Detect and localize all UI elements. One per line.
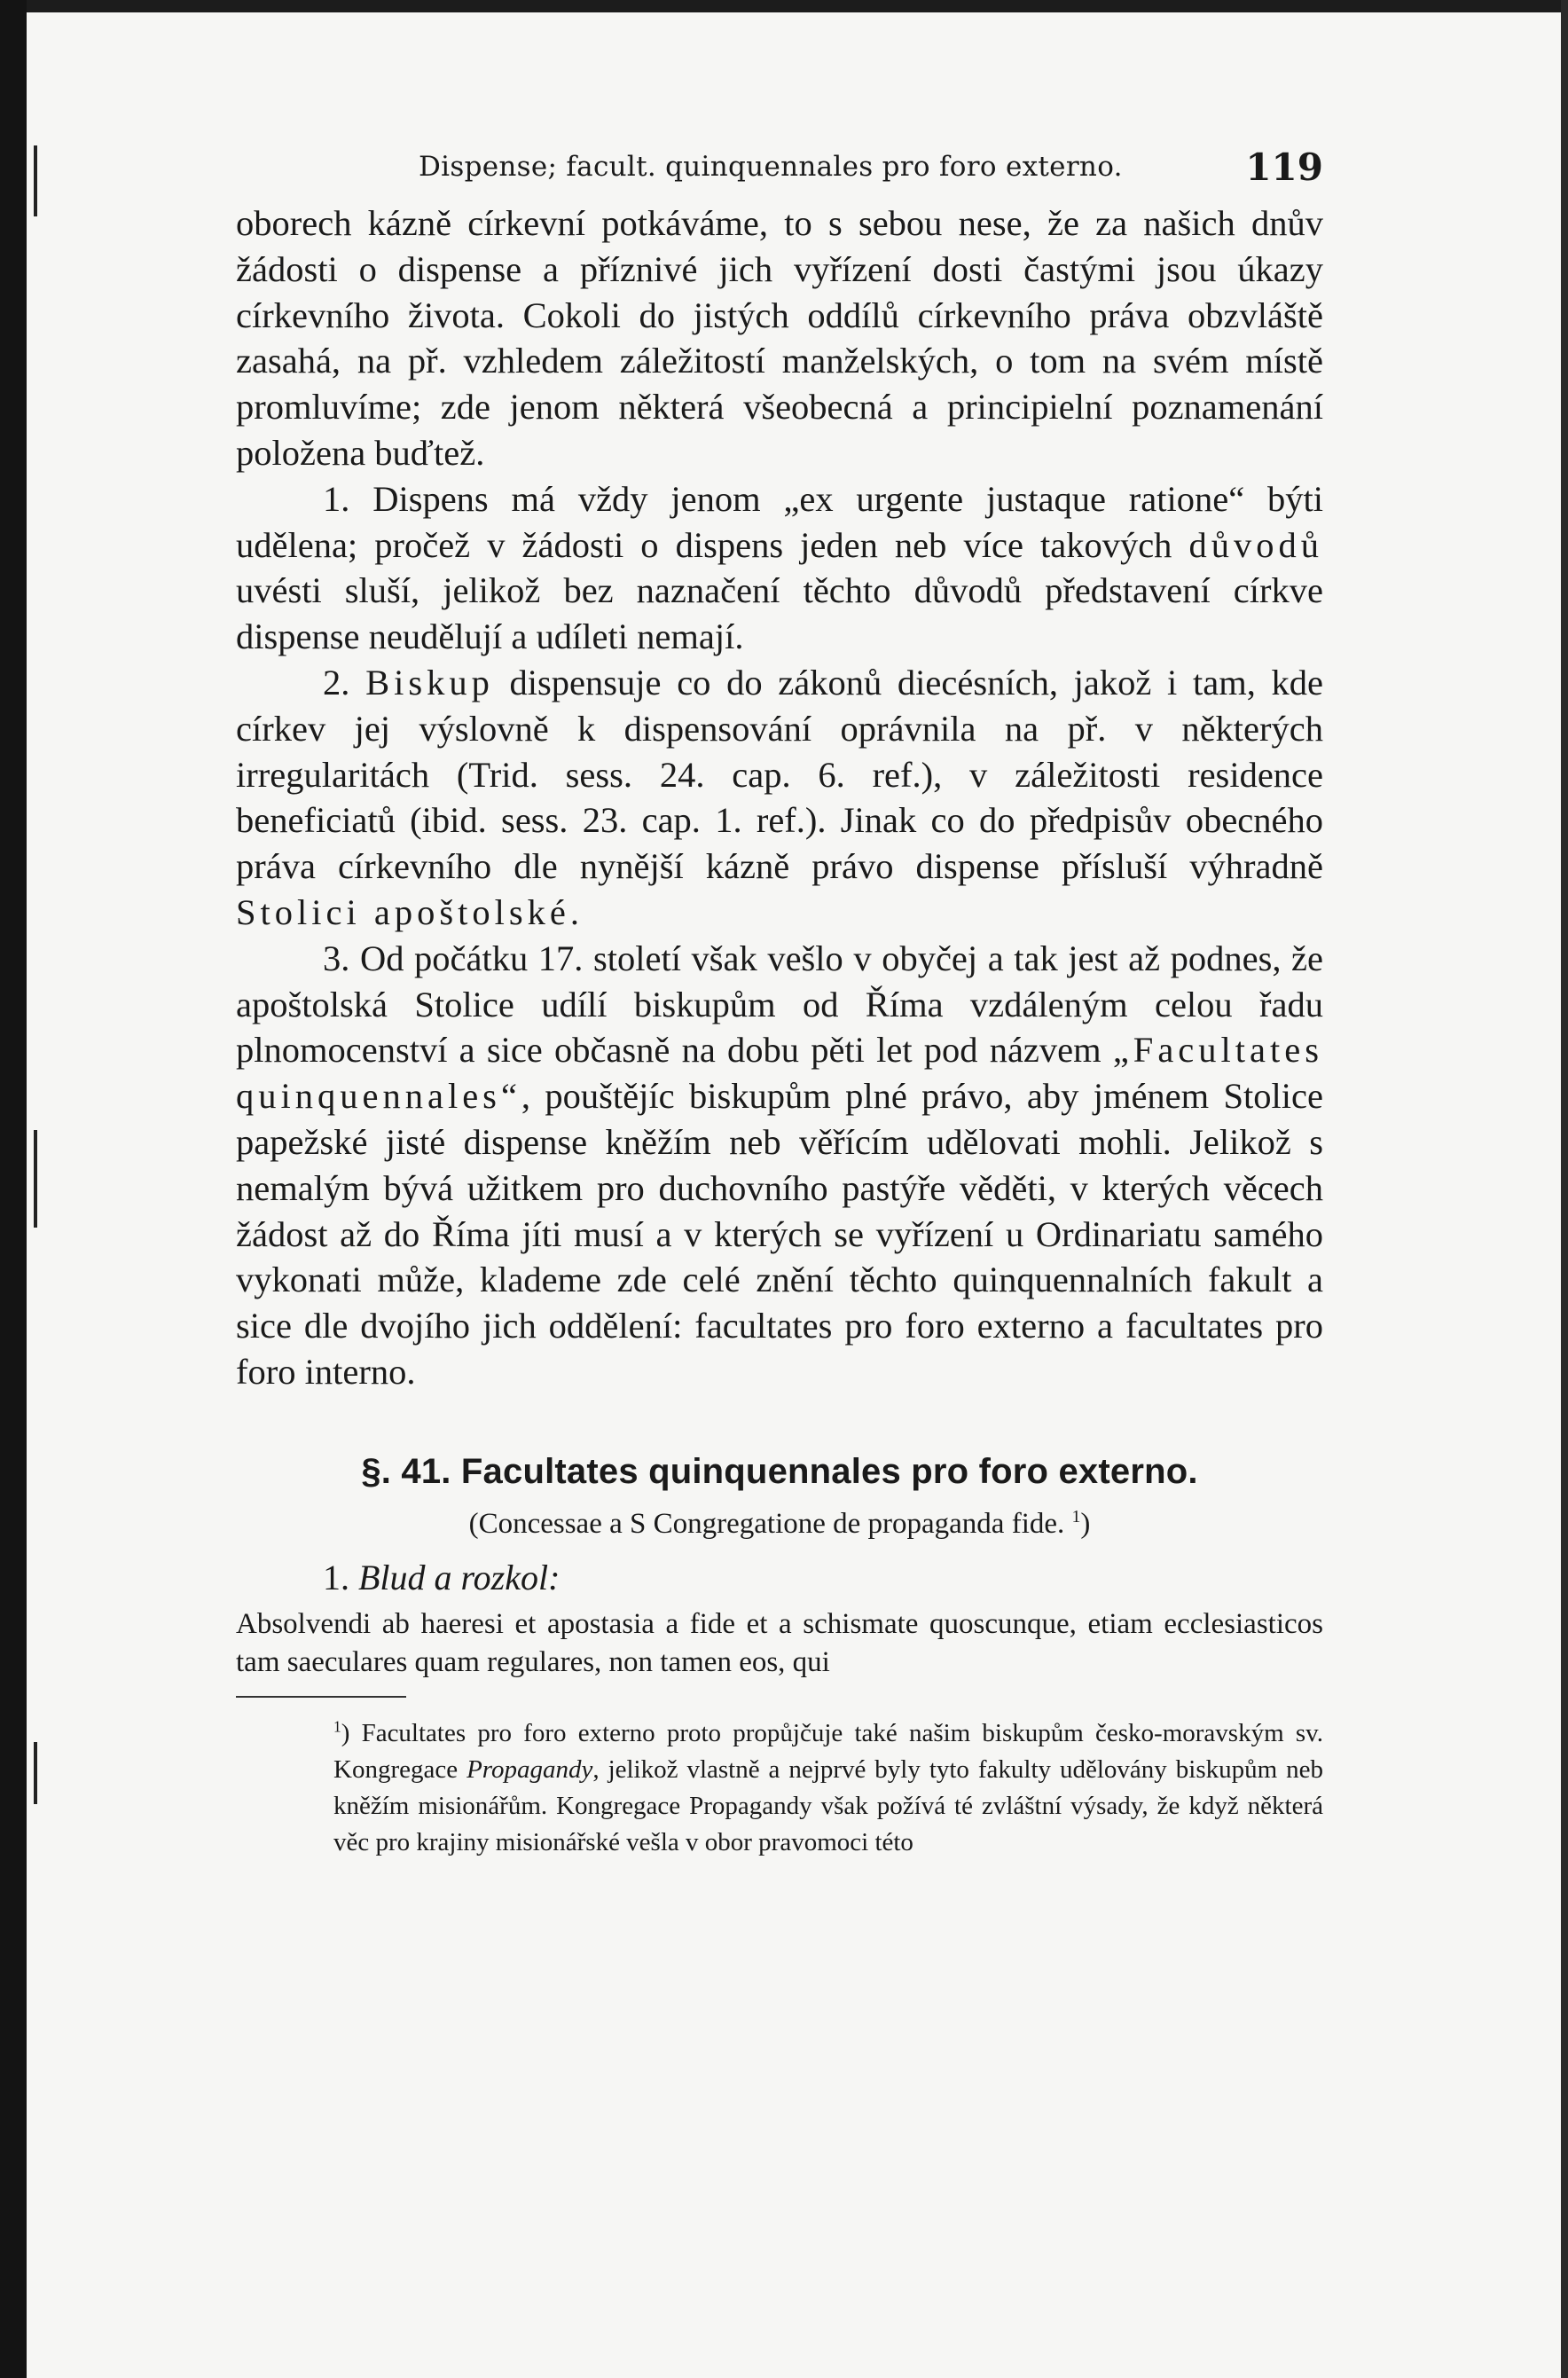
section-subtitle-text: (Concessae a S Congregatione de propaganda fide.: [468, 1507, 1065, 1540]
paragraph-2-text: dispensuje co do zákonů diecésních, jakož i tam, kde církev jej výslovně k dispensování oprávnila na př. v některých irregularitách (Trid. sess. 24. cap. 6. ref.), v záležitosti residence beneficiatů (ibid. sess. 23. cap. 1. ref.). Jinak co do předpisův obecného práva církevního dle nynější kázně právo dispense přísluší výhradně: [236, 662, 1323, 887]
paragraph-1: [236, 476, 1323, 660]
body-text: [236, 200, 1323, 1395]
paragraph-1-text-a: 1. Dispens má vždy jenom „ex urgente justaque ratione“ býti udělena; pročež v žádosti o dispens jeden neb více takových: [236, 478, 1323, 565]
footnote-text-a: Facultates pro foro externo proto propůjčuje také našim biskupům česko-moravským sv. Kongregace: [333, 1718, 1323, 1784]
binding-mark: [34, 1130, 37, 1228]
footnote-rule: [236, 1696, 406, 1698]
latin-paragraph: Absolvendi ab haeresi et apostasia a fide et a schismate quoscunque, etiam ecclesiasticos tam saeculares quam regulares, non tamen eos, qui: [236, 1607, 1323, 1678]
intro-paragraph: oborech kázně církevní potkáváme, to s sebou nese, že za našich dnův žádosti o dispense a příznivé jich vyřízení dosti častými jsou úkazy církevního života. Cokoli do jistých oddílů církevního práva obzvláště zasahá, na př. vzhledem záležitostí manželských, o tom na svém místě promluvíme; zde jenom některá všeobecná a principielní poznamenání položena buďtež.: [236, 203, 1323, 473]
binding-mark: [34, 145, 37, 216]
footnotes: [333, 1715, 1323, 1861]
scan-edge-right: [1561, 0, 1568, 2378]
paragraph-2-emphasis: Biskup: [365, 662, 494, 702]
paragraph-3-emphasis: „Facultates quinquennales“: [236, 1030, 1323, 1117]
paragraph-3-text-a: 3. Od počátku 17. století však vešlo v obyčej a tak jest až podnes, že apoštolská Stolice udílí biskupům od Říma vzdáleným celou řadu plnomocenství a sice občasně na dobu pěti let pod názvem: [236, 938, 1323, 1071]
paragraph-2: [236, 660, 1323, 936]
paragraph-2-emphasis-end: Stolici apoštolské.: [236, 891, 584, 932]
scan-edge-left: [0, 0, 27, 2378]
section-heading: §. 41. Facultates quinquennales pro foro externo.: [361, 1451, 1198, 1491]
item-title: Blud a rozkol:: [358, 1557, 561, 1597]
binding-mark: [34, 1742, 37, 1804]
page-number: 119: [1245, 145, 1323, 189]
paragraph-1-emphasis: důvodů: [1188, 524, 1323, 565]
running-header: [236, 145, 1323, 200]
page-content: [236, 145, 1323, 1861]
footnote-italic: Propagandy: [466, 1754, 593, 1784]
item-heading: [323, 1557, 1323, 1598]
paragraph-2-number: 2.: [323, 662, 350, 702]
running-title: Dispense; facult. quinquennales pro foro externo.: [419, 151, 1123, 183]
book-page: [27, 12, 1561, 2378]
footnote-1: $^1$) Facultates pro foro externo proto propůjčuje také našim biskupům česko-moravským sv. Kongregace Propagandy, jelikož vlastně a nejprvé byly tyto fakulty udělovány biskupům neb kněžím misionářům. Kongregace Propagandy však požívá té zvláštní výsady, že když některá věc pro krajiny misionářské vešla v obor pravomoci této: [333, 1717, 1323, 1856]
scan-edge-top: [0, 0, 1568, 12]
footnote-reference: 1: [1071, 1506, 1081, 1526]
item-number: 1.: [323, 1557, 349, 1597]
paragraph-3-text-b: , pouštějíc biskupům plné právo, aby jménem Stolice papežské jisté dispense kněžím neb věřícím udělovati mohli. Jelikož s nemalým bývá užitkem pro duchovního pastýře věděti, v kterých věcech žádost až do Říma jíti musí a v kterých se vyřízení u Ordinariatu samého vykonati může, klademe zde celé znění těchto quinquennalních fakult a sice dle dvojího jich oddělení: facultates pro foro externo a facultates pro foro interno.: [236, 1076, 1323, 1392]
footnote-text-b: , jelikož vlastně a nejprvé byly tyto fakulty udělovány biskupům neb kněžím misionářům. Kongregace Propagandy však požívá té zvláštní výsady, že když některá věc pro krajiny misionářské vešla v obor pravomoci této: [333, 1754, 1323, 1856]
latin-text: [236, 1605, 1323, 1682]
footnote-marker: 1: [333, 1717, 341, 1736]
paragraph-3: [236, 936, 1323, 1395]
paragraph-1-text-b: uvésti sluší, jelikož bez naznačení těchto důvodů představení církve dispense neudělují a udíleti nemají.: [236, 570, 1323, 657]
section-subtitle: (Concessae a S Congregatione de propaganda fide. $^1$): [468, 1506, 1091, 1540]
